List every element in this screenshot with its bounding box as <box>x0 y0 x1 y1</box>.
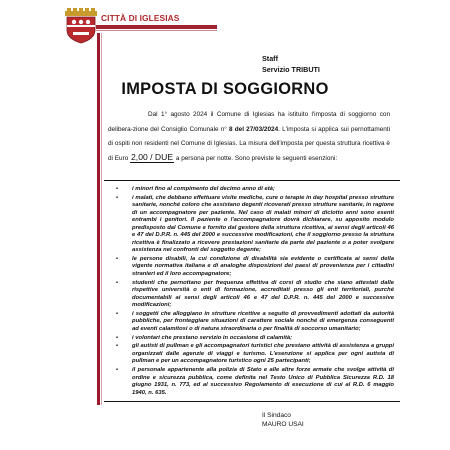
signature-block <box>262 411 304 430</box>
coat-of-arms-logo <box>64 8 98 44</box>
exemption-text: il personale appartenente alla polizia di Stato e alle altre forze armate che svolge attività di ordine e sicurezza pubblica, come definita nel Testo Unico di Pubblica Sicurezza R.D. 18 giugno 1931, n. 773, ed al successivo Regolamento di esecuzione di cui al R.D. 6 maggio 1940, n. 635. <box>132 367 394 396</box>
exemption-text: studenti che pernottano per frequenza effettiva di corsi di studio che siano attestati dalle rispettive università o enti di formazione, accreditati presso gli enti territoriali, purché documentabili ai sensi degli articoli 46 e 47 del D.P.R. n. 445 del 2000 e successive modificazioni; <box>132 279 394 308</box>
bullet-icon: • <box>116 186 119 192</box>
exemption-list <box>116 186 394 398</box>
bottom-divider <box>104 401 400 402</box>
bullet-icon: • <box>116 279 119 286</box>
exemption-text: gli autisti di pullman e gli accompagnatori turistici che prestano attività di assistenza a gruppi organizzati dalle agenzie di viaggi e turismo. L'esenzione si applica per ogni autista di pullman e per un accompagnatore turistico ogni 25 partecipanti; <box>132 343 394 365</box>
exemption-text: le persone disabili, la cui condizione di disabilità sia evidente o certificata ai sensi della vigente normativa italiana e di analoghe disposizioni dei paesi di provenienza per i cittadini stranieri ed il loro accompagnatore; <box>132 255 394 277</box>
exemption-item <box>116 186 394 193</box>
exemption-item <box>116 367 394 397</box>
bullet-icon: • <box>116 334 119 341</box>
exemption-text: i minori fino al compimento del decimo anno di età; <box>132 186 275 192</box>
signatory-name: MAURO USAI <box>262 421 304 429</box>
header-band-shadow <box>96 30 217 31</box>
intro-text-b: . L'imposta si applica sui pernottamenti di ospiti non residenti nel Comune di Iglesias. La misura dell'imposta per questa struttura ricettiva è di Euro <box>108 125 390 162</box>
exemption-item <box>116 280 394 310</box>
exemption-text: i volontari che prestano servizio in occasione di calamità; <box>132 334 293 341</box>
exemption-item <box>116 311 394 333</box>
office-staff: Staff <box>262 54 278 63</box>
page-title: IMPOSTA DI SOGGIORNO <box>121 80 329 98</box>
intro-text-c: a persona per notte. Sono previste le seguenti esenzioni: <box>175 154 338 162</box>
intro-text-a: Dal 1° agosto 2024 il Comune di Iglesias ha istituito l'imposta di soggiorno con delibera-zione del Consiglio Comunale n° <box>108 111 390 133</box>
bullet-icon: • <box>116 255 119 262</box>
org-name: CITTÀ DI IGLESIAS <box>101 13 180 23</box>
tax-rate: 2,00 / DUE <box>131 151 174 162</box>
bullet-icon: • <box>116 367 119 374</box>
bullet-icon: • <box>116 194 119 201</box>
exemption-text: i malati, che debbano effettuare visite mediche, cure o terapie in day hospital presso strutture sanitarie, nonché coloro che assistano degenti ricoverati presso strutture sanitarie, in ragione di un accompagnatore per paziente. Nel caso di malati minori di diciotto anni sono esenti entrambi i genitori. Il paziente o l'accompagnatore dovrà dichiarare, su apposito modulo predisposto dal Comune e fornito dal gestore della struttura ricettiva, ai sensi degli articoli 46 e 47 del D.P.R. n. 445 del 2000 e successive modificazioni, che il soggiorno presso la struttura ricettiva è finalizzato a ricevere prestazioni sanitarie da parte del paziente o a poter svolgere assistenza nei confronti del soggetto degente; <box>132 194 394 254</box>
exemption-text: i soggetti che alloggiano in strutture ricettive a seguito di provvedimenti adottati da autorità pubbliche, per fronteggiare situazioni di carattere sociale nonché di emergenza conseguenti ad eventi calamitosi o di natura straordinaria o per finalità di soccorso umanitario; <box>132 310 394 332</box>
exemption-item <box>116 195 394 255</box>
office-service: Servizio TRIBUTI <box>262 65 320 74</box>
header-band <box>96 25 217 29</box>
intro-paragraph <box>108 108 390 166</box>
bullet-icon: • <box>116 310 119 317</box>
top-divider <box>104 180 400 181</box>
exemption-item <box>116 343 394 365</box>
exemption-item <box>116 256 394 278</box>
office-block <box>262 53 320 75</box>
bullet-icon: • <box>116 343 119 350</box>
signatory-role: Il Sindaco <box>262 412 291 419</box>
exemption-item <box>116 335 394 342</box>
resolution-reference: 8 del 27/03/2024 <box>229 125 279 133</box>
